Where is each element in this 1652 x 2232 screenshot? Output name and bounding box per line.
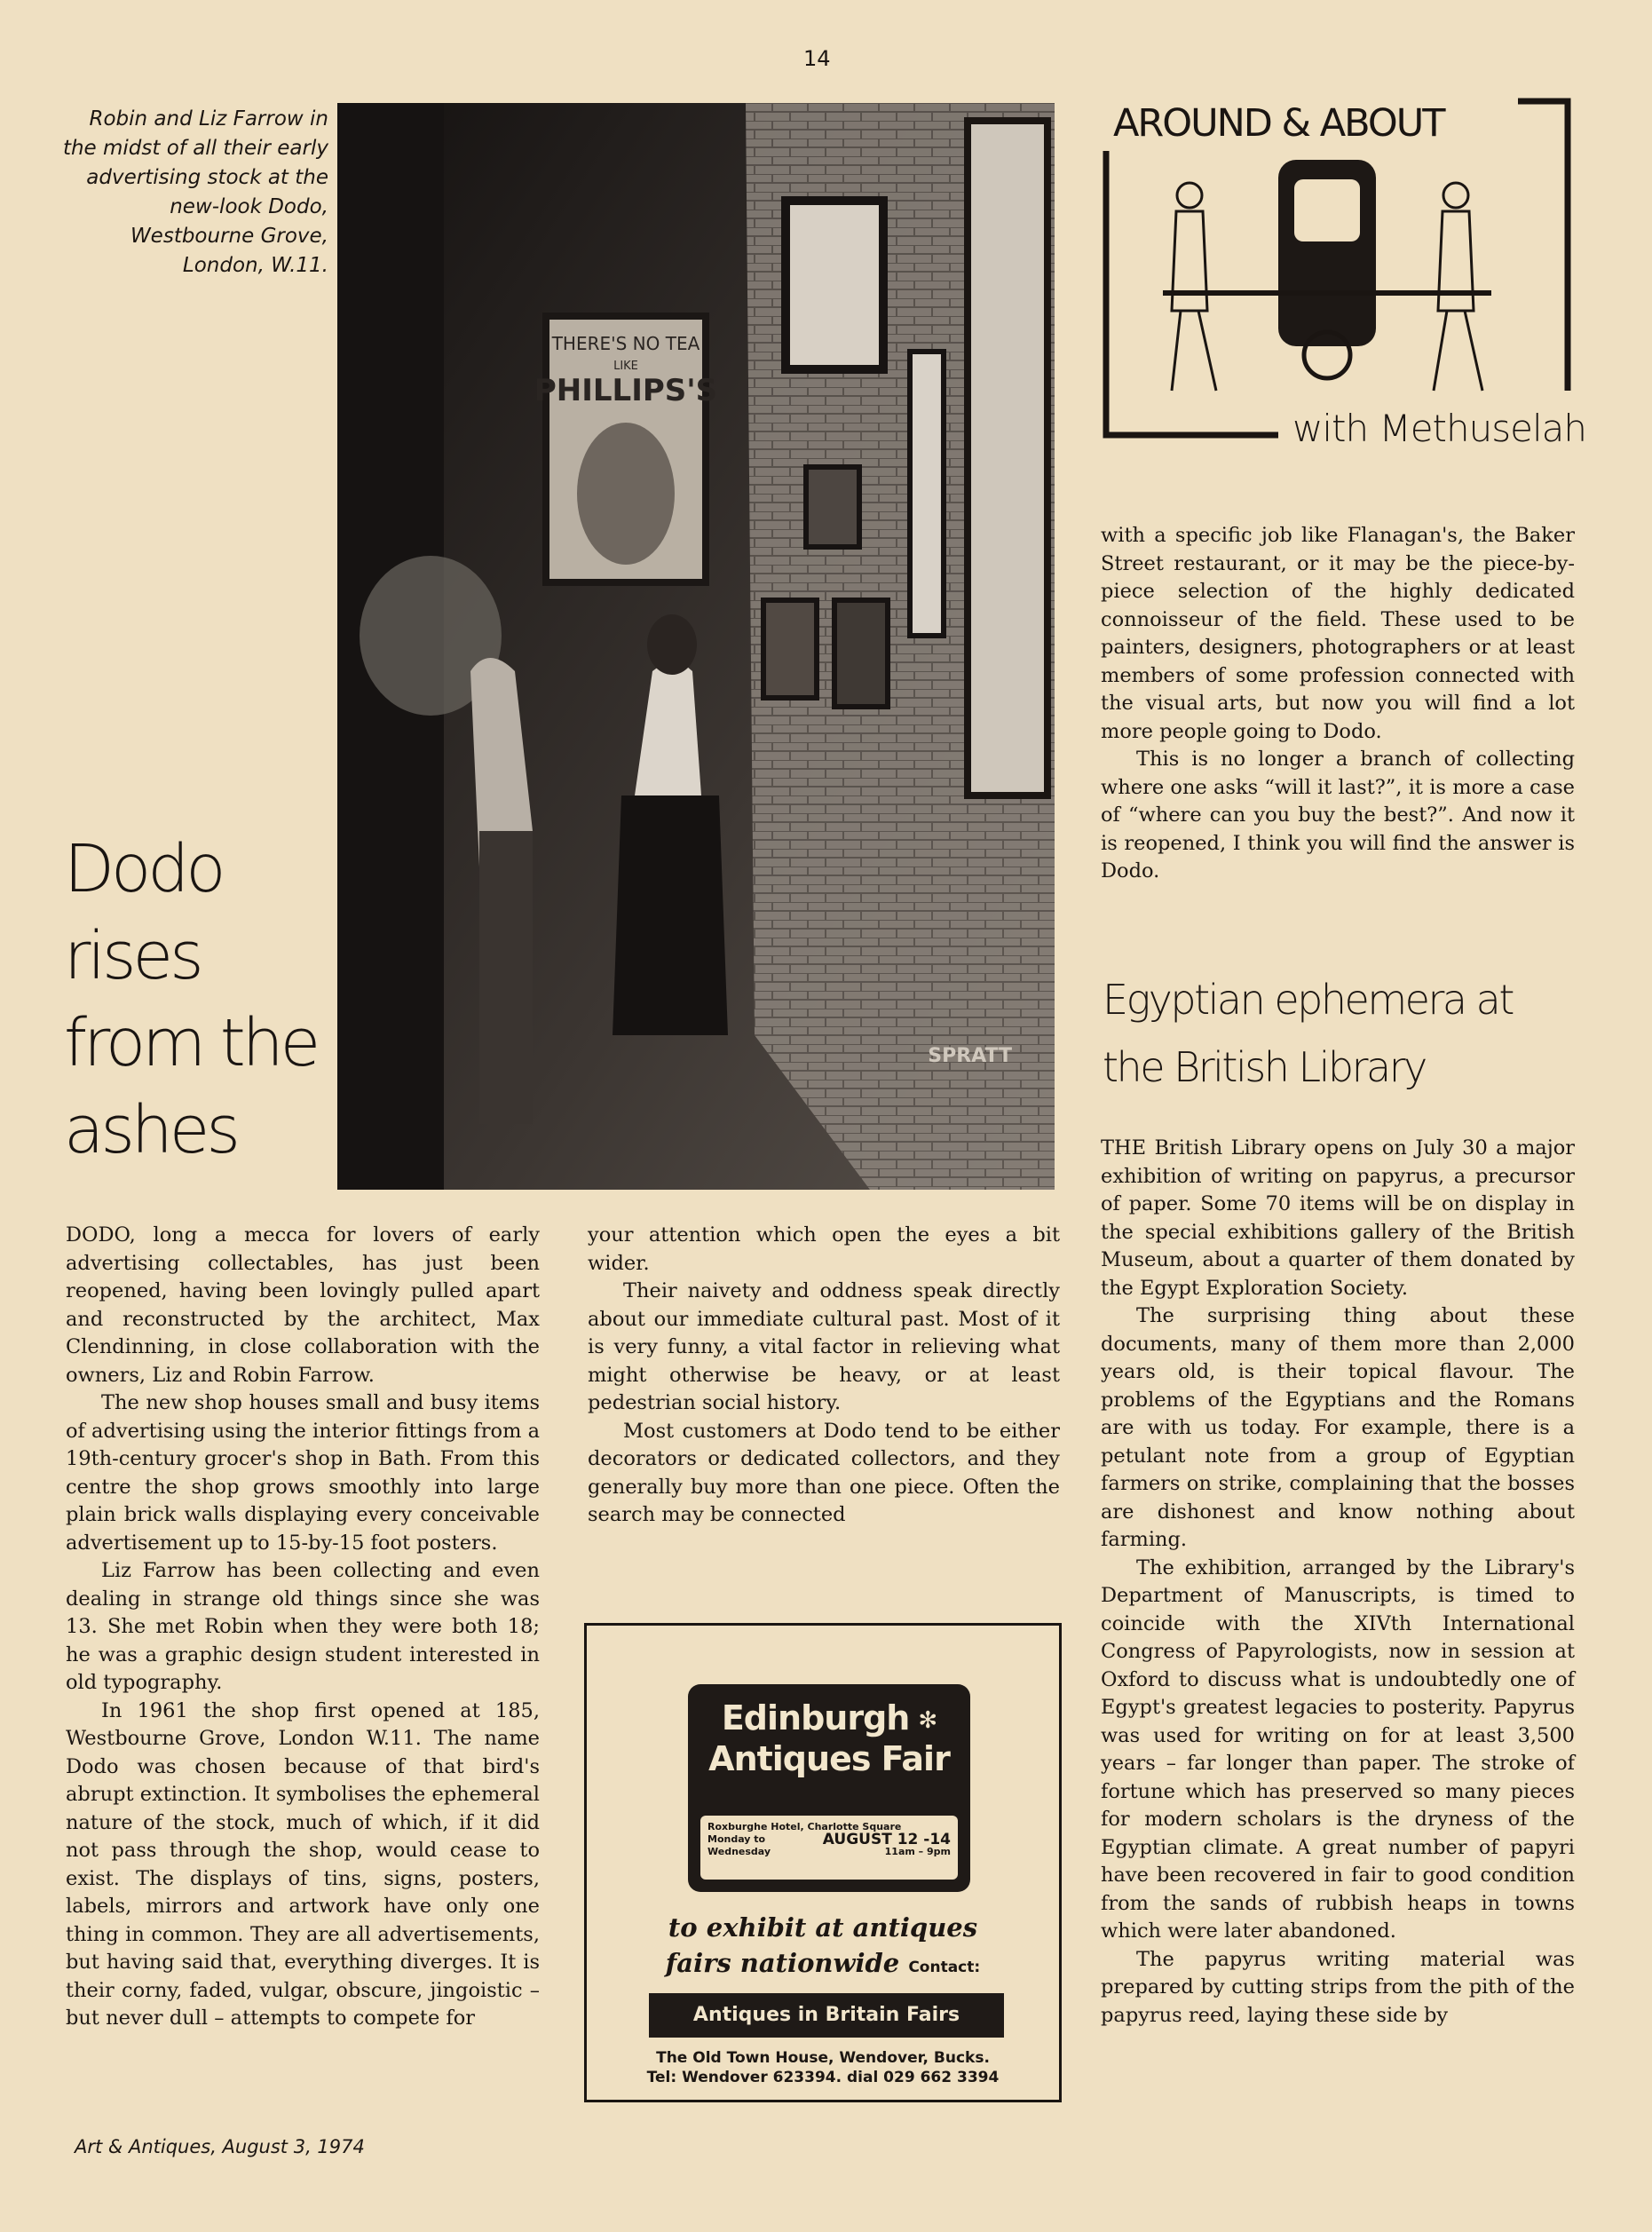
dodo-paragraph: your attention which open the eyes a bit wider. — [588, 1223, 1060, 1275]
shop-photo-illustration — [337, 103, 1055, 1190]
page-footer: Art & Antiques, August 3, 1974 — [75, 2136, 365, 2157]
egypt-paragraph: THE British Library opens on July 30 a major exhibition of writing on papyrus, a precursor of paper. Some 70 items will be on display in the special exhibitions gallery of the British Museum, about a quarter of them donated by the Egypt Exploration Society. — [1101, 1136, 1575, 1300]
egypt-paragraph: The surprising thing about these documents, many of them more than 2,000 years old, is their topical flavour. The problems of the Egyptians and the Romans are with us today. For example, there is a petulant note from a group of Egyptian farmers on strike, complaining that the bosses are dishonest and know nothing about farming. — [1101, 1304, 1575, 1551]
fair-title-line-2: Antiques Fair — [708, 1739, 950, 1778]
page-number: 14 — [803, 46, 831, 71]
sign-line-3: PHILLIPS'S — [534, 373, 718, 408]
fair-title-panel — [688, 1684, 970, 1892]
fair-venue: Roxburghe Hotel, Charlotte Square — [707, 1821, 902, 1832]
dodo-article-column-2 — [588, 1222, 1060, 1530]
sign-line-1: THERE'S NO TEA — [551, 333, 700, 354]
organiser-contact — [587, 2048, 1059, 2087]
fair-details — [700, 1816, 958, 1880]
fair-dates: AUGUST 12 -14 — [822, 1831, 951, 1848]
photo-caption: Robin and Liz Farrow in the midst of all their early advertising stock at the new-look Dodo, Westbourne Grove, London, W.11. — [62, 107, 328, 277]
egypt-headline: Egyptian ephemera at the British Library — [1103, 976, 1513, 1091]
dodo-paragraph: In 1961 the shop first opened at 185, Westbourne Grove, London W.11. The name Dodo was chosen because of that bird's abrupt extinction. It symbolises the ephemeral nature of the stock, much of which, if it did not pass through the shop, would cease to exist. The displays of tins, signs, posters, labels, mirrors and artwork have only one thing in common. They are all advertisements, but having said that, everything diverges. It is their corny, faded, vulgar, obscure, jingoistic – but never dull – attempts to compete for — [66, 1698, 540, 2030]
dodo-article-column-3 — [1101, 522, 1575, 886]
around-about-subtitle: with Methuselah — [1287, 407, 1592, 450]
dodo-paragraph: The new shop houses small and busy items of advertising using the interior fittings from a 19th-century grocer's shop in Bath. From this centre the shop grows smoothly into large plain brick walls displaying every conceivable advertisement up to 15-by-15 foot posters. — [66, 1391, 540, 1555]
antiques-fair-advert — [584, 1623, 1062, 2102]
advert-tagline-line-2: fairs nationwide — [665, 1948, 900, 1978]
advert-contact-label: Contact: — [908, 1959, 981, 1976]
organiser-address: The Old Town House, Wendover, Bucks. — [656, 2049, 990, 2067]
sign-line-2: LIKE — [613, 360, 638, 373]
around-about-title: AROUND & ABOUT — [1110, 101, 1448, 146]
organiser-name: Antiques in Britain Fairs — [649, 1993, 1004, 2038]
fair-hours: 11am – 9pm — [884, 1846, 951, 1857]
dodo-paragraph: with a specific job like Flanagan's, the Baker Street restaurant, or it may be the piece-by-piece selection of the highly dedicated connoisseur of the field. These used to be painters, designers, photographers or at least members of some profession connected with the visual arts, but now you will find a lot more people going to Dodo. — [1101, 524, 1575, 743]
egypt-paragraph: The papyrus writing material was prepared by cutting strips from the pith of the papyrus reed, laying these side by — [1101, 1947, 1575, 2027]
dodo-article-column-1 — [66, 1222, 540, 2033]
advert-tagline — [587, 1910, 1059, 1985]
organiser-phone: Tel: Wendover 623394. dial 029 662 3394 — [646, 2069, 1000, 2086]
dodo-paragraph: This is no longer a branch of collecting where one asks “will it last?”, it is more a case of “where can you buy the best?”. And now it is reopened, I think you will find the answer is Dodo. — [1101, 748, 1575, 883]
dodo-paragraph: Liz Farrow has been collecting and even dealing in strange old things since she was 13. She met Robin when they were both 18; he was a graphic design student interested in old typography. — [66, 1559, 540, 1694]
egypt-article-body — [1101, 1135, 1575, 2030]
fair-days-line-2: Wednesday — [707, 1846, 771, 1857]
shop-photo — [337, 103, 1055, 1190]
dodo-paragraph: Most customers at Dodo tend to be either decorators or dedicated collectors, and they generally buy more than one piece. Often the search may be connected — [588, 1419, 1060, 1526]
advert-tagline-line-1: to exhibit at antiques — [668, 1912, 978, 1943]
egypt-paragraph: The exhibition, arranged by the Library's Department of Manuscripts, is timed to coincide with the XIVth International Congress of Papyrologists, now in session at Oxford to discuss what is undoubtedly one of Egypt's greatest legacies to posterity. Papyrus was used for writing on for at least 3,500 years – far longer than paper. The stroke of fortune which has preserved so many pieces for modern scholars is the dryness of the Egyptian climate. A great number of papyri have been recovered in fair to good condition from the sands of rubbish heaps in towns which were later abandoned. — [1101, 1555, 1575, 1943]
around-about-illustration — [1101, 98, 1580, 453]
fair-title-line-1: Edinburgh — [721, 1698, 910, 1737]
dodo-paragraph: Their naivety and oddness speak directly about our immediate cultural past. Most of it is very funny, a vital factor in relieving what might otherwise be heavy, or at least pedestrian social history. — [588, 1279, 1060, 1414]
sign-corner-text: SPRATT — [928, 1045, 1012, 1067]
fair-days-line-1: Monday to — [707, 1833, 766, 1845]
dodo-headline: Dodo rises from the ashes — [64, 831, 318, 1168]
dodo-paragraph: DODO, long a mecca for lovers of early advertising collectables, has just been reopened, having been lovingly pulled apart and reconstructed by the architect, Max Clendinning, in close collaboration with the owners, Liz and Robin Farrow. — [66, 1223, 540, 1387]
asterisk-icon: ✻ — [918, 1706, 937, 1734]
